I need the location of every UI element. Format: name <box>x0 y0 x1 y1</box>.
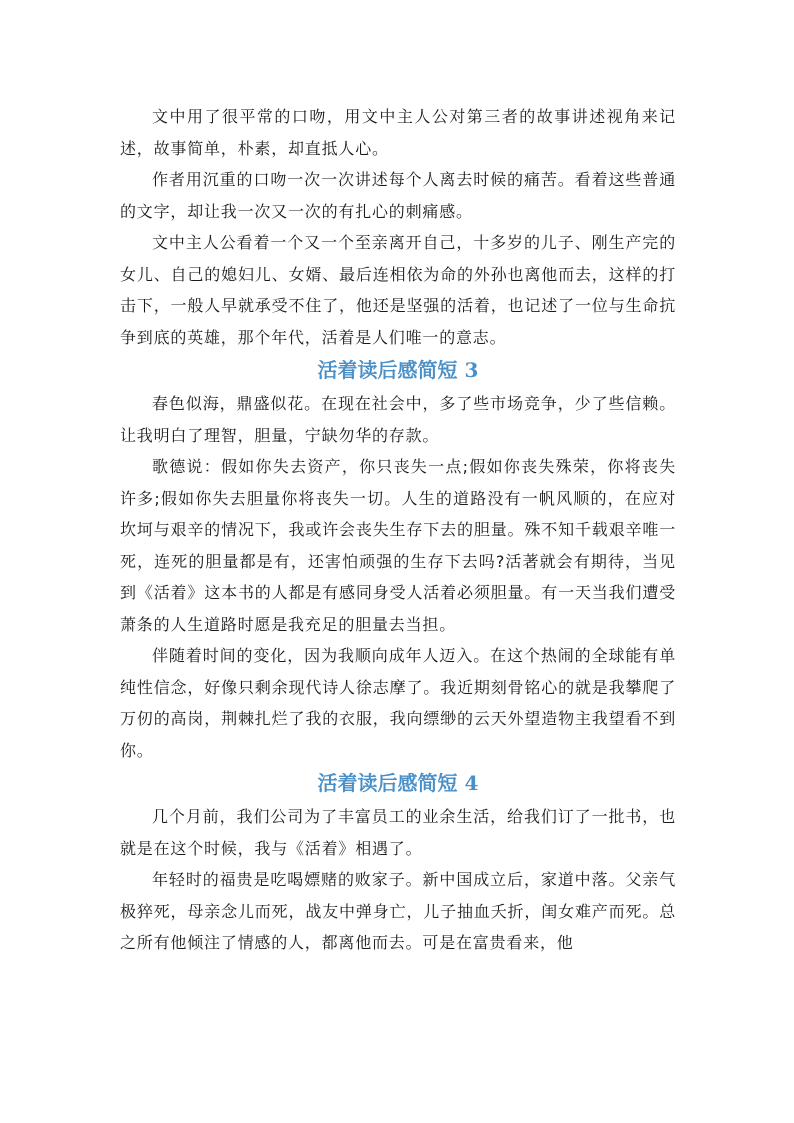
paragraph: 年轻时的福贵是吃喝嫖赌的败家子。新中国成立后，家道中落。父亲气极猝死，母亲念儿而死，战友中弹身亡，儿子抽血夭折，闺女难产而死。总之所有他倾注了情感的人，都离他而去。可是在富贵看来，他 <box>120 870 676 952</box>
document-body <box>120 101 676 959</box>
paragraph: 文中主人公看着一个又一个至亲离开自己，十多岁的儿子、刚生产完的女儿、自己的媳妇儿、女婿、最后连相依为命的外孙也离他而去，这样的打击下，一般人早就承受不住了，他还是坚强的活着，也记述了一位与生命抗争到底的英雄，那个年代，活着是人们唯一的意志。 <box>120 233 676 347</box>
paragraph: 几个月前，我们公司为了丰富员工的业余生活，给我们订了一批书，也就是在这个时候，我与《活着》相遇了。 <box>120 807 676 858</box>
section-intro <box>120 101 676 353</box>
paragraph: 作者用沉重的口吻一次一次讲述每个人离去时候的痛苦。看着这些普通的文字，却让我一次又一次的有扎心的刺痛感。 <box>120 170 676 221</box>
paragraph: 春色似海，鼎盛似花。在现在社会中，多了些市场竞争，少了些信赖。让我明白了理智，胆量，宁缺勿华的存款。 <box>120 394 676 445</box>
section-heading: 活着读后感简短 4 <box>317 771 479 795</box>
paragraph: 文中用了很平常的口吻，用文中主人公对第三者的故事讲述视角来记述，故事简单，朴素，却直抵人心。 <box>120 107 676 158</box>
section-heading: 活着读后感简短 3 <box>317 358 479 382</box>
section-3 <box>120 353 676 766</box>
paragraph: 歌德说：假如你失去资产，你只丧失一点;假如你丧失殊荣，你将丧失许多;假如你失去胆量你将丧失一切。人生的道路没有一帆风顺的，在应对坎坷与艰辛的情况下，我或许会丧失生存下去的胆量。殊不知千载艰辛唯一死，连死的胆量都是有，还害怕顽强的生存下去吗?活著就会有期待，当见到《活着》这本书的人都是有感同身受人活着必须胆量。有一天当我们遭受萧条的人生道路时愿是我充足的胆量去当担。 <box>120 457 676 634</box>
paragraph: 伴随着时间的变化，因为我顺向成年人迈入。在这个热闹的全球能有单纯性信念，好像只剩余现代诗人徐志摩了。我近期刻骨铭心的就是我攀爬了万仞的高岗，荆棘扎烂了我的衣服，我向缥缈的云天外望造物主我望看不到你。 <box>120 646 676 760</box>
section-4 <box>120 766 676 959</box>
